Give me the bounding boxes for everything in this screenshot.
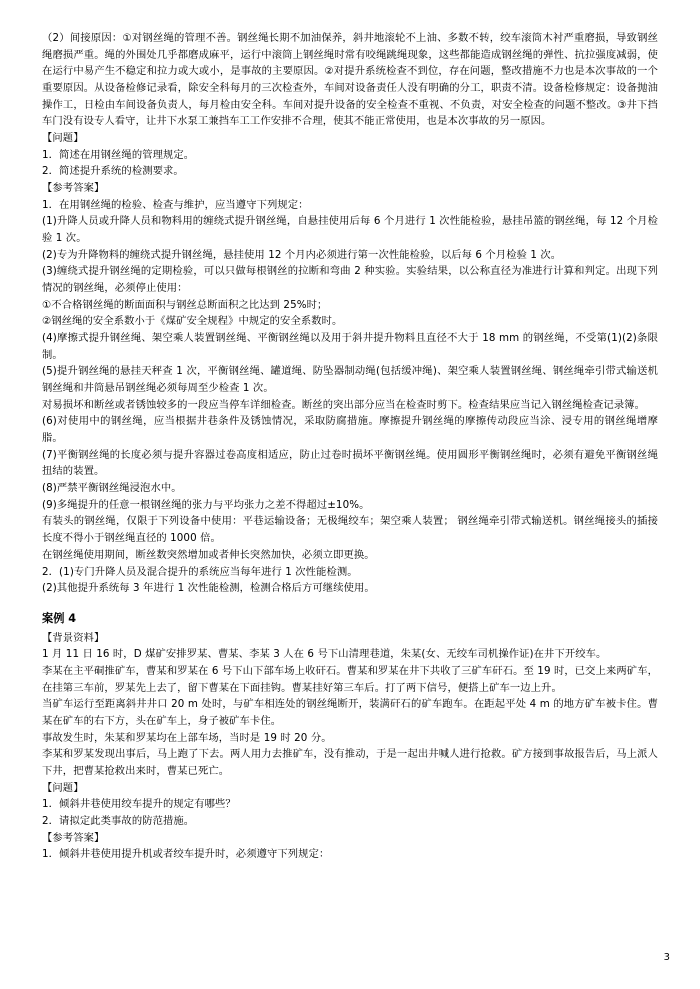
question-item: 1．倾斜井巷使用绞车提升的规定有哪些？ [42, 798, 236, 811]
answer-item: (4)摩擦式提升钢丝绳、架空乘人装置钢丝绳、平衡钢丝绳以及用于斜井提升物料且直径不大于 18 mm 的钢丝绳，不受第(1)(2)条限制。 [42, 332, 658, 361]
answer-tail-item: 有装头的钢丝绳，仅限于下列设备中使用：平巷运输设备；无极绳绞车；架空乘人装置； 钢丝绳牵引带式输送机。钢丝绳接头的插接长度不得小于钢丝绳直径的 1000 倍。 [42, 515, 658, 545]
answer-item: (8)严禁平衡钢丝绳浸泡水中。 [42, 482, 182, 495]
background-paragraph: 李某和罗某发现出事后，马上跑了下去。两人用力去推矿车，没有推动，于是一起出井喊人进行抢救。矿方接到事故报告后，马上派人下井，把曹某抢救出来时，曹某已死亡。 [42, 748, 658, 778]
answer-tail-item: (2)其他提升系统每 3 年进行 1 次性能检测，检测合格后方可继续使用。 [42, 582, 375, 595]
page-number: 3 [663, 952, 670, 963]
background-heading: 【背景资料】 [42, 631, 105, 644]
answer-item: ①不合格钢丝绳的断面面积与钢丝总断面积之比达到 25%时； [42, 298, 328, 311]
answer-item: (1)升降人员或升降人员和物料用的缠绕式提升钢丝绳，自悬挂使用后每 6 个月进行 1 次性能检验，悬挂吊篮的钢丝绳，每 12 个月检验 1 次。 [42, 215, 658, 245]
answer-item: (2)专为升降物料的缠绕式提升钢丝绳，悬挂使用 12 个月内必须进行第一次性能检验，以后每 6 个月检验 1 次。 [42, 248, 562, 261]
background-paragraph: 当矿车运行至距离斜井井口 20 m 处时，与矿车相连处的钢丝绳断开，装满矸石的矿车跑车。在距起平处 4 m 的地方矿车被卡住。曹某在矿车的右下方，头在矿车上，身子被矿车卡住。 [42, 698, 658, 727]
question-item: 2．请拟定此类事故的防范措施。 [42, 815, 195, 828]
background-paragraph: 李某在主平硐推矿车，曹某和罗某在 6 号下山下部车场上收矸石。曹某和罗某在井下共收了三矿车矸石。至 19 时，已交上来两矿车，在挂第三车前，罗某先上去了，留下曹某在下面挂钩。曹某挂好第三车后。打了两下信号，便搭上矿车一边上升。 [42, 664, 658, 694]
section-one-body [42, 30, 658, 597]
question-item: 2．简述提升系统的检测要求。 [42, 165, 184, 178]
case-four-title: 案例 4 [42, 611, 77, 625]
answer-item: 对易损坏和断丝或者锈蚀较多的一段应当停车详细检查。断丝的突出部分应当在检查时剪下。检查结果应当记入钢丝绳检查记录簿。 [42, 398, 646, 411]
answer-item: ②钢丝绳的安全系数小于《煤矿安全规程》中规定的安全系数时。 [42, 315, 343, 328]
answer-intro: 1．在用钢丝绳的检验、检查与维护，应当遵守下列规定： [42, 198, 309, 211]
answer-item: (9)多绳提升的任意一根钢丝绳的张力与平均张力之差不得超过±10%。 [42, 498, 370, 511]
answer-item: (3)缠绕式提升钢丝绳的定期检验，可以只做每根钢丝的拉断和弯曲 2 种实验。实验结果，以公称直径为准进行计算和判定。出现下列情况的钢丝绳，必须停止使用： [42, 265, 658, 295]
answer-item: (7)平衡钢丝绳的长度必须与提升容器过卷高度相适应，防止过卷时损坏平衡钢丝绳。使用圆形平衡钢丝绳时，必须有避免平衡钢丝绳扭结的装置。 [42, 448, 658, 478]
background-paragraph: 1 月 11 日 16 时，D 煤矿安排罗某、曹某、李某 3 人在 6 号下山清理巷道，朱某(女、无绞车司机操作证)在井下开绞车。 [42, 648, 607, 661]
paragraph-indirect-causes: （2）间接原因：①对钢丝绳的管理不善。钢丝绳长期不加油保养，斜井地滚轮不上油、多数不转，绞车滚筒木衬严重磨损，导致钢丝绳磨损严重。绳的外围处几乎都磨成麻平，运行中滚筒上钢丝绳时常有咬绳跳绳现象，这些都能造成钢丝绳的弹性、抗拉强度减弱，使在运行中易产生不稳定和拉力或大或小，是事故的主要原因。②对提升系统检查不到位，存在问题，整改措施不力也是本次事故的一个重要原因。从设备检修记录看，除安全科每月的三次检查外，车间对设备责任人没有明确的分工，职责不清。设备检修规定：设备抛油操作工，日检由车间设备负责人，每月检由安全科。车间对提升设备的安全检查不重视、不负责，对安全检查的问题不整改。③井下挡车门没有设专人看守，让井下水泵工兼挡车工工作安排不合理，使其不能正常使用，也是本次事故的另一原因。 [42, 32, 658, 128]
answer-heading: 【参考答案】 [42, 831, 105, 844]
answer-heading: 【参考答案】 [42, 182, 105, 195]
case-four-body [42, 630, 658, 863]
background-paragraph: 事故发生时，朱某和罗某均在上部车场，当时是 19 时 20 分。 [42, 731, 332, 744]
answer-item: (5)提升钢丝绳的悬挂天秤查 1 次，平衡钢丝绳、罐道绳、防坠器制动绳(包括缓冲绳)、架空乘人装置钢丝绳、钢丝绳牵引带式输送机钢丝绳和井筒悬吊钢丝绳必须每周至少检查 1 次。 [42, 365, 658, 395]
question-heading: 【问题】 [42, 132, 84, 145]
answer-item: 1．倾斜井巷使用提升机或者绞车提升时，必须遵守下列规定： [42, 848, 330, 861]
answer-tail-item: 2．(1)专门升降人员及混合提升的系统应当每年进行 1 次性能检测。 [42, 565, 358, 578]
question-heading: 【问题】 [42, 781, 84, 794]
answer-item: (6)对使用中的钢丝绳，应当根据井巷条件及锈蚀情况，采取防腐措施。摩擦提升钢丝绳的摩擦传动段应当涂、浸专用的钢丝绳增摩脂。 [42, 415, 658, 445]
answer-tail-item: 在钢丝绳使用期间，断丝数突然增加或者伸长突然加快，必须立即更换。 [42, 548, 375, 561]
question-item: 1．简述在用钢丝绳的管理规定。 [42, 148, 195, 161]
